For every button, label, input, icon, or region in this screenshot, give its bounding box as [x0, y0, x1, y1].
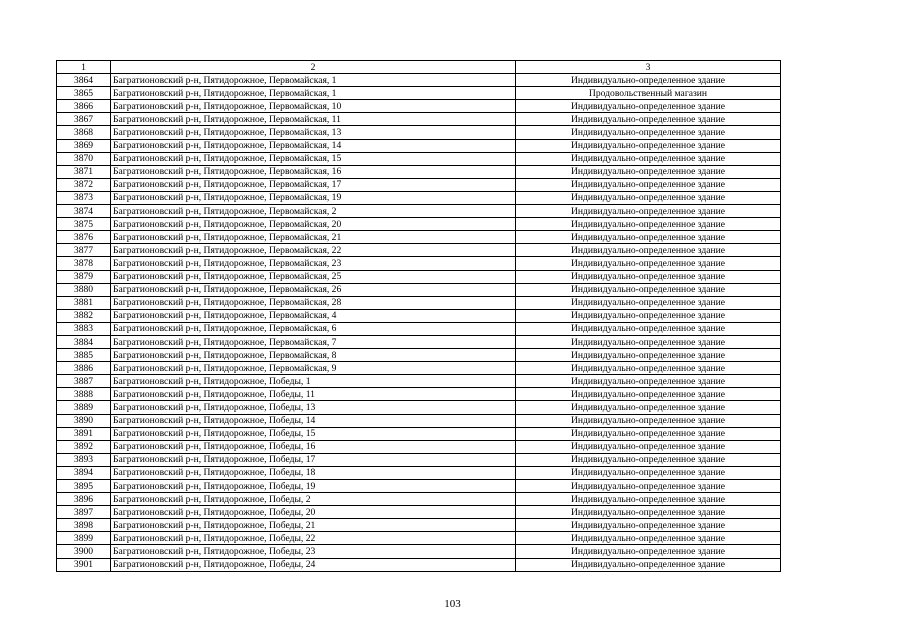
row-number-cell: 3864	[57, 74, 111, 87]
object-type-cell: Индивидуально-определенное здание	[516, 165, 781, 178]
address-cell: Багратионовский р-н, Пятидорожное, Первомайская, 15	[111, 152, 516, 165]
address-cell: Багратионовский р-н, Пятидорожное, Первомайская, 6	[111, 322, 516, 335]
row-number-cell: 3882	[57, 309, 111, 322]
address-cell: Багратионовский р-н, Пятидорожное, Первомайская, 16	[111, 165, 516, 178]
address-cell: Багратионовский р-н, Пятидорожное, Первомайская, 17	[111, 178, 516, 191]
address-cell: Багратионовский р-н, Пятидорожное, Первомайская, 26	[111, 283, 516, 296]
row-number-cell: 3876	[57, 231, 111, 244]
object-type-cell: Индивидуально-определенное здание	[516, 257, 781, 270]
table-row	[57, 375, 781, 388]
table-row	[57, 87, 781, 100]
table-row	[57, 414, 781, 427]
object-type-cell: Индивидуально-определенное здание	[516, 493, 781, 506]
row-number-cell: 3896	[57, 493, 111, 506]
table-row	[57, 165, 781, 178]
object-type-cell: Индивидуально-определенное здание	[516, 218, 781, 231]
table-row	[57, 205, 781, 218]
row-number-cell: 3893	[57, 453, 111, 466]
object-type-cell: Индивидуально-определенное здание	[516, 152, 781, 165]
address-cell: Багратионовский р-н, Пятидорожное, Первомайская, 13	[111, 126, 516, 139]
address-cell: Багратионовский р-н, Пятидорожное, Победы, 18	[111, 466, 516, 479]
table-row	[57, 126, 781, 139]
row-number-cell: 3900	[57, 545, 111, 558]
object-type-cell: Индивидуально-определенное здание	[516, 113, 781, 126]
address-cell: Багратионовский р-н, Пятидорожное, Первомайская, 20	[111, 218, 516, 231]
object-type-cell: Индивидуально-определенное здание	[516, 558, 781, 571]
table-row	[57, 296, 781, 309]
address-cell: Багратионовский р-н, Пятидорожное, Победы, 24	[111, 558, 516, 571]
row-number-cell: 3871	[57, 165, 111, 178]
table-row	[57, 113, 781, 126]
object-type-cell: Индивидуально-определенное здание	[516, 427, 781, 440]
table-header-row	[57, 61, 781, 74]
column-header-1: 1	[57, 61, 111, 74]
row-number-cell: 3887	[57, 375, 111, 388]
row-number-cell: 3874	[57, 205, 111, 218]
row-number-cell: 3901	[57, 558, 111, 571]
row-number-cell: 3868	[57, 126, 111, 139]
row-number-cell: 3866	[57, 100, 111, 113]
address-cell: Багратионовский р-н, Пятидорожное, Победы, 13	[111, 401, 516, 414]
row-number-cell: 3889	[57, 401, 111, 414]
address-cell: Багратионовский р-н, Пятидорожное, Первомайская, 1	[111, 87, 516, 100]
object-type-cell: Индивидуально-определенное здание	[516, 362, 781, 375]
object-type-cell: Индивидуально-определенное здание	[516, 74, 781, 87]
address-cell: Багратионовский р-н, Пятидорожное, Первомайская, 14	[111, 139, 516, 152]
object-type-cell: Индивидуально-определенное здание	[516, 480, 781, 493]
table-row	[57, 335, 781, 348]
table-row	[57, 231, 781, 244]
column-header-2: 2	[111, 61, 516, 74]
table-row	[57, 244, 781, 257]
table-row	[57, 545, 781, 558]
row-number-cell: 3899	[57, 532, 111, 545]
table-row	[57, 440, 781, 453]
object-type-cell: Индивидуально-определенное здание	[516, 414, 781, 427]
row-number-cell: 3870	[57, 152, 111, 165]
address-cell: Багратионовский р-н, Пятидорожное, Первомайская, 8	[111, 349, 516, 362]
address-cell: Багратионовский р-н, Пятидорожное, Первомайская, 7	[111, 335, 516, 348]
address-cell: Багратионовский р-н, Пятидорожное, Первомайская, 4	[111, 309, 516, 322]
object-type-cell: Индивидуально-определенное здание	[516, 506, 781, 519]
address-cell: Багратионовский р-н, Пятидорожное, Победы, 2	[111, 493, 516, 506]
object-type-cell: Индивидуально-определенное здание	[516, 545, 781, 558]
object-type-cell: Индивидуально-определенное здание	[516, 349, 781, 362]
address-cell: Багратионовский р-н, Пятидорожное, Первомайская, 9	[111, 362, 516, 375]
table-row	[57, 218, 781, 231]
row-number-cell: 3895	[57, 480, 111, 493]
table-row	[57, 270, 781, 283]
page-number: 103	[444, 598, 461, 610]
address-cell: Багратионовский р-н, Пятидорожное, Первомайская, 10	[111, 100, 516, 113]
address-cell: Багратионовский р-н, Пятидорожное, Победы, 15	[111, 427, 516, 440]
table-row	[57, 453, 781, 466]
row-number-cell: 3884	[57, 335, 111, 348]
object-type-cell: Индивидуально-определенное здание	[516, 440, 781, 453]
row-number-cell: 3881	[57, 296, 111, 309]
table-body	[57, 74, 781, 572]
address-cell: Багратионовский р-н, Пятидорожное, Победы, 17	[111, 453, 516, 466]
row-number-cell: 3880	[57, 283, 111, 296]
address-cell: Багратионовский р-н, Пятидорожное, Победы, 1	[111, 375, 516, 388]
table-row	[57, 532, 781, 545]
table-row	[57, 139, 781, 152]
table-row	[57, 506, 781, 519]
address-cell: Багратионовский р-н, Пятидорожное, Первомайская, 25	[111, 270, 516, 283]
object-type-cell: Индивидуально-определенное здание	[516, 453, 781, 466]
row-number-cell: 3878	[57, 257, 111, 270]
address-cell: Багратионовский р-н, Пятидорожное, Первомайская, 2	[111, 205, 516, 218]
row-number-cell: 3865	[57, 87, 111, 100]
object-type-cell: Индивидуально-определенное здание	[516, 466, 781, 479]
object-type-cell: Индивидуально-определенное здание	[516, 191, 781, 204]
address-cell: Багратионовский р-н, Пятидорожное, Победы, 19	[111, 480, 516, 493]
table-row	[57, 349, 781, 362]
row-number-cell: 3872	[57, 178, 111, 191]
address-cell: Багратионовский р-н, Пятидорожное, Победы, 22	[111, 532, 516, 545]
row-number-cell: 3897	[57, 506, 111, 519]
table-row	[57, 257, 781, 270]
table-row	[57, 558, 781, 571]
address-cell: Багратионовский р-н, Пятидорожное, Первомайская, 1	[111, 74, 516, 87]
object-type-cell: Индивидуально-определенное здание	[516, 139, 781, 152]
row-number-cell: 3873	[57, 191, 111, 204]
row-number-cell: 3892	[57, 440, 111, 453]
table-row	[57, 480, 781, 493]
object-type-cell: Индивидуально-определенное здание	[516, 270, 781, 283]
table-row	[57, 191, 781, 204]
row-number-cell: 3886	[57, 362, 111, 375]
table-row	[57, 466, 781, 479]
table-row	[57, 309, 781, 322]
table-row	[57, 152, 781, 165]
table-row	[57, 427, 781, 440]
object-type-cell: Индивидуально-определенное здание	[516, 532, 781, 545]
object-type-cell: Индивидуально-определенное здание	[516, 322, 781, 335]
object-type-cell: Индивидуально-определенное здание	[516, 100, 781, 113]
object-type-cell: Индивидуально-определенное здание	[516, 401, 781, 414]
row-number-cell: 3885	[57, 349, 111, 362]
table-row	[57, 283, 781, 296]
address-cell: Багратионовский р-н, Пятидорожное, Первомайская, 22	[111, 244, 516, 257]
object-type-cell: Продовольственный магазин	[516, 87, 781, 100]
address-cell: Багратионовский р-н, Пятидорожное, Победы, 23	[111, 545, 516, 558]
address-cell: Багратионовский р-н, Пятидорожное, Победы, 14	[111, 414, 516, 427]
row-number-cell: 3869	[57, 139, 111, 152]
column-header-3: 3	[516, 61, 781, 74]
table-row	[57, 388, 781, 401]
table-row	[57, 178, 781, 191]
row-number-cell: 3877	[57, 244, 111, 257]
table-row	[57, 519, 781, 532]
table-row	[57, 493, 781, 506]
row-number-cell: 3898	[57, 519, 111, 532]
row-number-cell: 3891	[57, 427, 111, 440]
object-type-cell: Индивидуально-определенное здание	[516, 244, 781, 257]
address-cell: Багратионовский р-н, Пятидорожное, Первомайская, 21	[111, 231, 516, 244]
object-type-cell: Индивидуально-определенное здание	[516, 388, 781, 401]
row-number-cell: 3879	[57, 270, 111, 283]
table-row	[57, 362, 781, 375]
row-number-cell: 3894	[57, 466, 111, 479]
address-cell: Багратионовский р-н, Пятидорожное, Первомайская, 19	[111, 191, 516, 204]
row-number-cell: 3890	[57, 414, 111, 427]
row-number-cell: 3883	[57, 322, 111, 335]
address-cell: Багратионовский р-н, Пятидорожное, Победы, 21	[111, 519, 516, 532]
table-row	[57, 100, 781, 113]
address-cell: Багратионовский р-н, Пятидорожное, Победы, 16	[111, 440, 516, 453]
object-type-cell: Индивидуально-определенное здание	[516, 296, 781, 309]
object-type-cell: Индивидуально-определенное здание	[516, 126, 781, 139]
row-number-cell: 3875	[57, 218, 111, 231]
row-number-cell: 3867	[57, 113, 111, 126]
object-type-cell: Индивидуально-определенное здание	[516, 231, 781, 244]
object-type-cell: Индивидуально-определенное здание	[516, 519, 781, 532]
object-type-cell: Индивидуально-определенное здание	[516, 335, 781, 348]
object-type-cell: Индивидуально-определенное здание	[516, 375, 781, 388]
row-number-cell: 3888	[57, 388, 111, 401]
address-cell: Багратионовский р-н, Пятидорожное, Первомайская, 23	[111, 257, 516, 270]
address-cell: Багратионовский р-н, Пятидорожное, Победы, 20	[111, 506, 516, 519]
address-cell: Багратионовский р-н, Пятидорожное, Первомайская, 11	[111, 113, 516, 126]
property-register-table	[56, 60, 781, 572]
object-type-cell: Индивидуально-определенное здание	[516, 205, 781, 218]
object-type-cell: Индивидуально-определенное здание	[516, 309, 781, 322]
table-row	[57, 401, 781, 414]
table-row	[57, 74, 781, 87]
object-type-cell: Индивидуально-определенное здание	[516, 178, 781, 191]
table-row	[57, 322, 781, 335]
address-cell: Багратионовский р-н, Пятидорожное, Первомайская, 28	[111, 296, 516, 309]
address-cell: Багратионовский р-н, Пятидорожное, Победы, 11	[111, 388, 516, 401]
object-type-cell: Индивидуально-определенное здание	[516, 283, 781, 296]
